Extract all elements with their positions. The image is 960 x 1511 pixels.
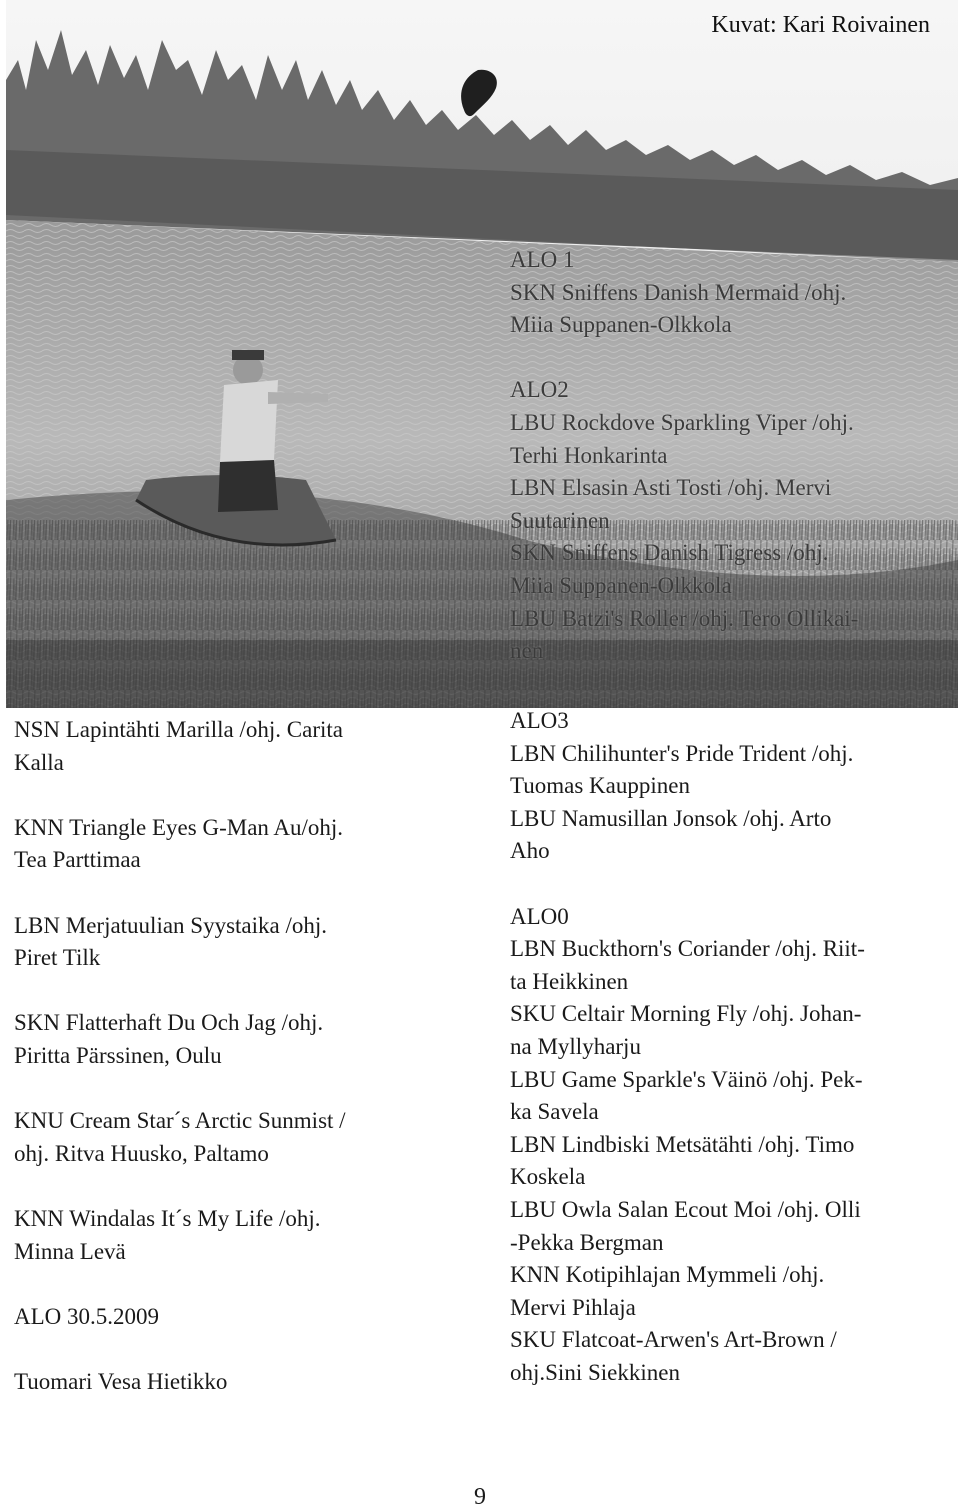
page-number: 9 xyxy=(474,1484,486,1510)
result-line: Miia Suppanen-Olkkola xyxy=(510,312,732,338)
result-line: Kalla xyxy=(14,749,64,775)
result-line: SKN Sniffens Danish Tigress /ohj. xyxy=(510,540,829,566)
result-line: Aho xyxy=(510,838,550,864)
class-heading: ALO 1 xyxy=(510,247,575,272)
result-line: nen xyxy=(510,638,544,664)
result-line: KNN Triangle Eyes G-Man Au/ohj. xyxy=(14,814,344,840)
result-line: Piret Tilk xyxy=(14,945,101,971)
result-line: LBU Owla Salan Ecout Moi /ohj. Olli xyxy=(510,1196,861,1222)
result-line: ka Savela xyxy=(510,1099,599,1125)
result-line: KNN Windalas It´s My Life /ohj. xyxy=(14,1205,321,1231)
judge-name: Tuomari Vesa Hietikko xyxy=(14,1368,228,1394)
result-line: Miia Suppanen-Olkkola xyxy=(510,572,732,598)
result-line: LBU Batzi's Roller /ohj. Tero Ollikai- xyxy=(510,605,859,631)
result-line: na Myllyharju xyxy=(510,1033,641,1059)
result-line: SKN Flatterhaft Du Och Jag /ohj. xyxy=(14,1010,324,1036)
result-line: ta Heikkinen xyxy=(510,968,629,994)
result-line: LBN Buckthorn's Coriander /ohj. Riit- xyxy=(510,936,865,962)
results-alo1-alo2 xyxy=(510,244,858,668)
results-left-column xyxy=(14,714,346,1398)
result-line: Terhi Honkarinta xyxy=(510,442,668,468)
result-line: LBN Merjatuulian Syystaika /ohj. xyxy=(14,912,328,938)
results-alo3-alo0 xyxy=(510,705,865,1389)
result-line: ohj. Ritva Huusko, Paltamo xyxy=(14,1140,269,1166)
result-line: Mervi Pihlaja xyxy=(510,1294,636,1320)
class-heading: ALO0 xyxy=(510,903,569,929)
result-line: Tea Parttimaa xyxy=(14,847,141,873)
result-line: Piritta Pärssinen, Oulu xyxy=(14,1042,222,1068)
result-line: LBU Game Sparkle's Väinö /ohj. Pek- xyxy=(510,1066,863,1092)
result-line: -Pekka Bergman xyxy=(510,1229,664,1255)
result-line: LBU Namusillan Jonsok /ohj. Arto xyxy=(510,805,832,831)
result-line: SKU Celtair Morning Fly /ohj. Johan- xyxy=(510,1001,862,1027)
class-heading: ALO2 xyxy=(510,377,569,403)
result-line: LBN Chilihunter's Pride Trident /ohj. xyxy=(510,740,854,766)
result-line: Suutarinen xyxy=(510,507,610,533)
event-date: ALO 30.5.2009 xyxy=(14,1303,160,1329)
result-line: Koskela xyxy=(510,1164,586,1190)
result-line: LBN Elsasin Asti Tosti /ohj. Mervi xyxy=(510,475,832,501)
result-line: KNU Cream Star´s Arctic Sunmist / xyxy=(14,1108,346,1134)
result-line: SKN Sniffens Danish Mermaid /ohj. xyxy=(510,279,847,305)
result-line: ohj.Sini Siekkinen xyxy=(510,1359,680,1385)
result-line: Minna Levä xyxy=(14,1238,126,1264)
result-line: Tuomas Kauppinen xyxy=(510,773,690,799)
result-line: KNN Kotipihlajan Mymmeli /ohj. xyxy=(510,1262,825,1288)
result-line: NSN Lapintähti Marilla /ohj. Carita xyxy=(14,717,343,742)
photo-credit: Kuvat: Kari Roivainen xyxy=(711,12,930,38)
result-line: LBU Rockdove Sparkling Viper /ohj. xyxy=(510,409,854,435)
class-heading: ALO3 xyxy=(510,708,569,733)
result-line: LBN Lindbiski Metsätähti /ohj. Timo xyxy=(510,1131,855,1157)
result-line: SKU Flatcoat-Arwen's Art-Brown / xyxy=(510,1327,837,1353)
